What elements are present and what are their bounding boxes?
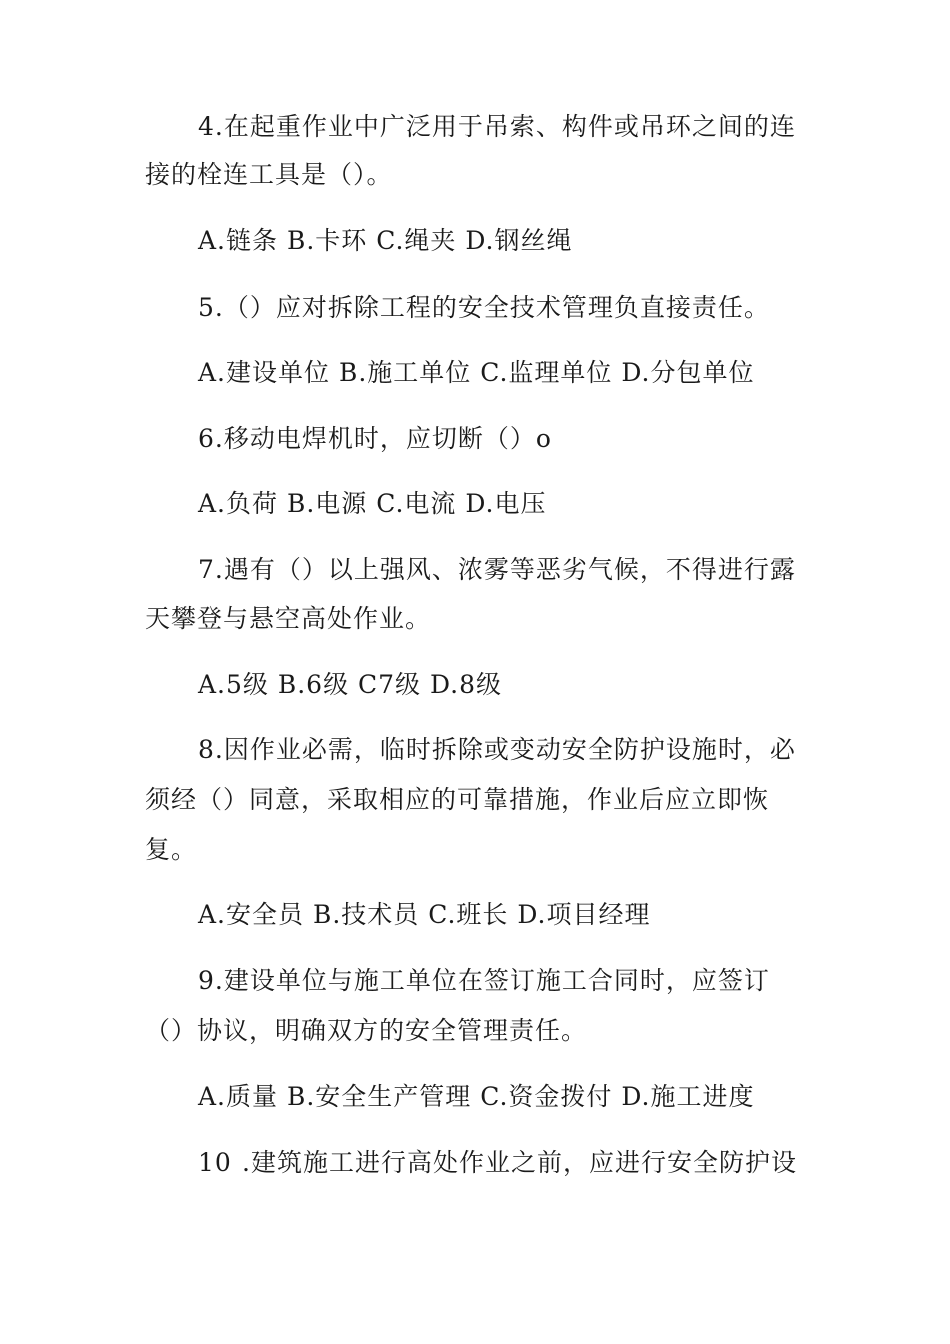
question-8-stem-line-1: 8.因作业必需，临时拆除或变动安全防护设施时，必 (198, 735, 796, 764)
question-7-options: A.5级 B.6级 C7级 D.8级 (198, 670, 503, 699)
question-4-stem-line-2: 接的栓连工具是（）。 (145, 160, 393, 189)
question-7-stem-line-1: 7.遇有（）以上强风、浓雾等恶劣气候，不得进行露 (198, 555, 796, 584)
question-5-options: A.建设单位 B.施工单位 C.监理单位 D.分包单位 (198, 358, 755, 387)
question-5-stem-line-1: 5.（）应对拆除工程的安全技术管理负直接责任。 (198, 293, 770, 322)
question-8-stem-line-3: 复。 (145, 835, 198, 864)
question-10-stem-line-1 (198, 1148, 797, 1178)
question-10-stem-text: .建筑施工进行高处作业之前，应进行安全防护设 (242, 1148, 797, 1177)
question-4-stem-line-1: 4.在起重作业中广泛用于吊索、构件或吊环之间的连 (198, 112, 796, 141)
question-9-stem-line-1: 9.建设单位与施工单位在签订施工合同时，应签订 (198, 966, 770, 995)
question-8-stem-line-2: 须经（）同意，采取相应的可靠措施，作业后应立即恢 (145, 785, 770, 814)
question-8-options: A.安全员 B.技术员 C.班长 D.项目经理 (198, 900, 651, 929)
question-9-stem-line-2: （）协议，明确双方的安全管理责任。 (145, 1016, 588, 1045)
question-7-stem-line-2: 天攀登与悬空高处作业。 (145, 604, 432, 633)
question-4-options: A.链条 B.卡环 C.绳夹 D.钢丝绳 (198, 226, 573, 255)
question-6-stem-line-1: 6.移动电焊机时，应切断（）o (198, 424, 552, 453)
question-6-options: A.负荷 B.电源 C.电流 D.电压 (198, 489, 547, 518)
question-10-number: 10 (198, 1148, 232, 1177)
question-9-options: A.质量 B.安全生产管理 C.资金拨付 D.施工进度 (198, 1082, 755, 1111)
